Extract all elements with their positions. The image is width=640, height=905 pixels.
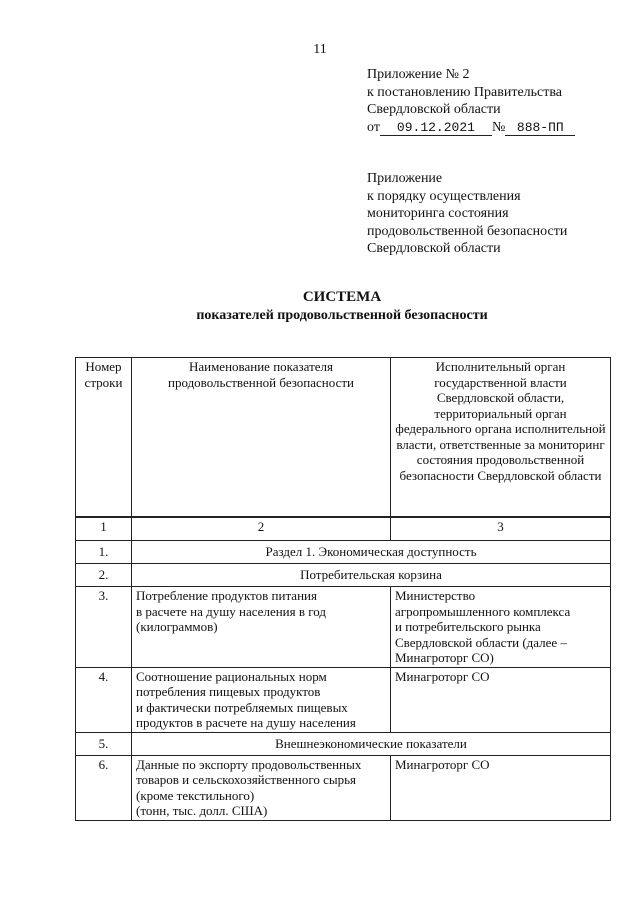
indicator-name-line: продуктов в расчете на душу населения (136, 715, 356, 730)
date-prefix: от (367, 119, 380, 135)
procedure-line: мониторинга состояния (367, 206, 509, 221)
section-title: Потребительская корзина (132, 564, 611, 587)
resolution-date: 09.12.2021 (380, 121, 492, 136)
responsible-body (391, 667, 611, 732)
responsible-body-line: Минагроторг СО (395, 756, 490, 772)
indicator-name-line: (тонн, тыс. долл. США) (136, 803, 268, 818)
indicator-name-line: товаров и сельскохозяйственного сырья (136, 772, 357, 787)
table-row (76, 541, 611, 564)
indicator-name-line: Потребление продуктов питания (136, 588, 317, 603)
indicator-name-line: (кроме текстильного) (136, 787, 255, 803)
annex-region-line: Свердловской области (367, 102, 501, 117)
table-row (76, 564, 611, 587)
indicator-name-line: Данные по экспорту продовольственных (136, 756, 362, 772)
table-row (76, 587, 611, 668)
procedure-line: к порядку осуществления (367, 188, 521, 204)
indicator-name-line: и фактически потребляемых пищевых (136, 699, 348, 715)
header-responsible-body: Исполнительный орган государственной власти Свердловской области, территориальный орган федерального органа исполнительной власти, ответственные за мониторинг состояния продовольственной безопасности Свердловской области (391, 358, 611, 518)
procedure-line: Свердловской области (367, 241, 501, 256)
responsible-body-line: Минагроторг СО (395, 668, 490, 684)
indicator-name-line: Соотношение рациональных норм (136, 668, 327, 684)
column-number: 1 (76, 517, 132, 541)
indicator-name (132, 587, 391, 668)
row-number: 1. (76, 541, 132, 564)
resolution-number: 888-ПП (505, 121, 575, 136)
responsible-body-line: и потребительского рынка (395, 619, 541, 634)
responsible-body-line: агропромышленного комплекса (395, 603, 571, 619)
document-title: СИСТЕМА (302, 289, 382, 305)
indicator-name-line: потребления пищевых продуктов (136, 684, 321, 699)
table-header-row (76, 358, 611, 518)
column-number: 3 (391, 517, 611, 541)
header-indicator-name: Наименование показателя продовольственной безопасности (132, 358, 391, 518)
annex-resolution-line: к постановлению Правительства (367, 84, 563, 100)
annex-resolution-block (367, 66, 575, 136)
indicator-name (132, 755, 391, 820)
responsible-body (391, 755, 611, 820)
responsible-body-line: Свердловской области (далее – (395, 634, 567, 650)
table-row (76, 755, 611, 820)
responsible-body (391, 587, 611, 668)
header-row-number: Номер строки (76, 358, 132, 518)
procedure-line: продовольственной безопасности (367, 223, 568, 239)
page-number: 11 (313, 42, 327, 57)
procedure-line: Приложение (367, 171, 443, 186)
row-number: 2. (76, 564, 132, 587)
section-title: Внешнеэкономические показатели (132, 732, 611, 755)
annex-procedure-block (367, 170, 567, 258)
responsible-body-line: Минагроторг СО) (395, 650, 494, 665)
annex-title: Приложение № 2 (367, 67, 470, 82)
table-row (76, 667, 611, 732)
indicator-name (132, 667, 391, 732)
document-subtitle: показателей продовольственной безопасности (196, 308, 488, 323)
indicators-table (75, 357, 611, 821)
row-number: 6. (76, 755, 132, 820)
column-number: 2 (132, 517, 391, 541)
row-number: 3. (76, 587, 132, 668)
row-number: 5. (76, 732, 132, 755)
column-numbers-row (76, 517, 611, 541)
number-prefix: № (491, 119, 506, 135)
row-number: 4. (76, 667, 132, 732)
indicator-name-line: в расчете на душу населения в год (136, 603, 326, 619)
section-title: Раздел 1. Экономическая доступность (132, 541, 611, 564)
indicator-name-line: (килограммов) (136, 619, 218, 634)
table-row (76, 732, 611, 755)
responsible-body-line: Министерство (395, 588, 476, 603)
annex-date-line (367, 119, 575, 137)
